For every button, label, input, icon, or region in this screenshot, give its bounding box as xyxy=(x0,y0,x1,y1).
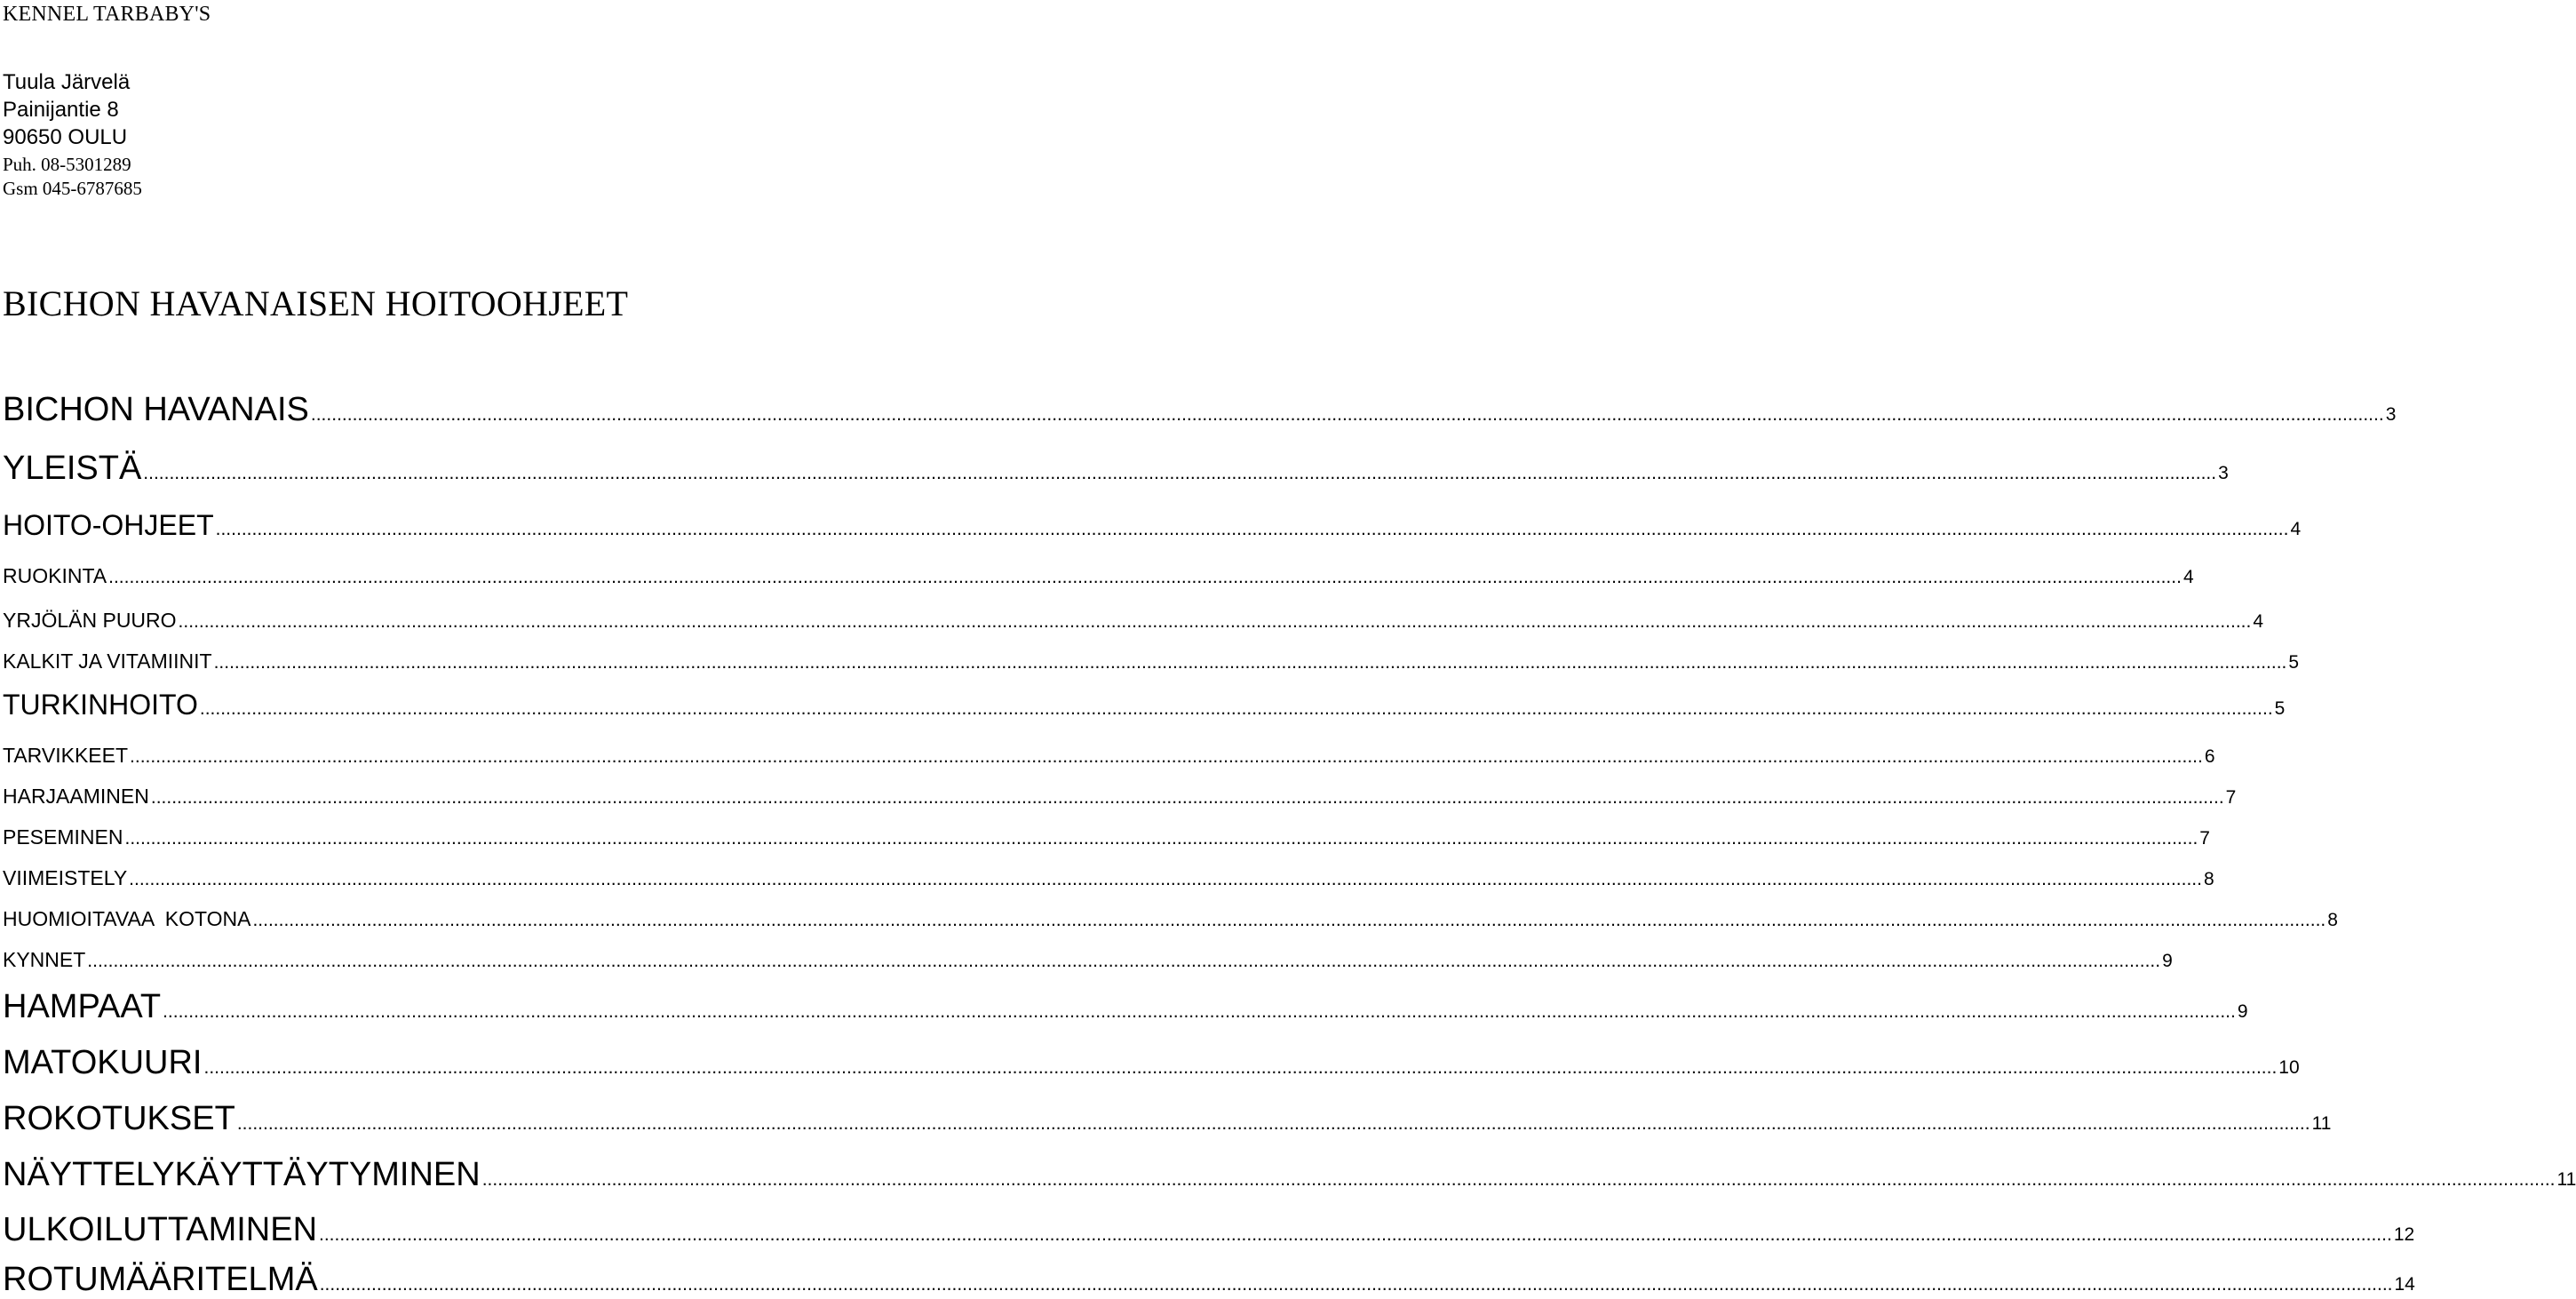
street-address: Painijantie 8 xyxy=(3,98,119,122)
toc-entry-label: ULKOILUTTAMINEN xyxy=(3,1211,318,1248)
toc-page-number: 12 xyxy=(2393,1224,2415,1245)
toc-leader: ................................................................................................................................................................................................................................................................................................................................................................................................................ xyxy=(252,910,2326,930)
toc-leader: ................................................................................................................................................................................................................................................................................................................................................................................................................ xyxy=(178,611,2252,632)
mobile-number: Gsm 045-6787685 xyxy=(3,178,142,199)
toc-entry-label: ROTUMÄÄRITELMÄ xyxy=(3,1261,318,1298)
toc-leader: ................................................................................................................................................................................................................................................................................................................................................................................................................ xyxy=(130,746,2203,767)
toc-page-number: 5 xyxy=(2288,652,2300,673)
toc-entry-matokuuri[interactable] xyxy=(3,1044,2300,1082)
toc-entry-label: VIIMEISTELY xyxy=(3,866,128,889)
toc-leader: ................................................................................................................................................................................................................................................................................................................................................................................................................ xyxy=(124,828,2198,849)
toc-entry-viimeistely[interactable] xyxy=(3,866,2214,890)
toc-entry-hoito-ohjeet[interactable] xyxy=(3,509,2302,542)
toc-leader: ................................................................................................................................................................................................................................................................................................................................................................................................................ xyxy=(481,1169,2556,1190)
toc-page-number: 5 xyxy=(2274,698,2286,719)
toc-entry-label: NÄYTTELYKÄYTTÄYTYMINEN xyxy=(3,1156,481,1193)
toc-page-number: 8 xyxy=(2203,869,2214,889)
toc-leader: ................................................................................................................................................................................................................................................................................................................................................................................................................ xyxy=(150,787,2224,808)
toc-leader: ................................................................................................................................................................................................................................................................................................................................................................................................................ xyxy=(108,567,2182,587)
toc-page-number: 7 xyxy=(2199,828,2210,849)
toc-leader: ................................................................................................................................................................................................................................................................................................................................................................................................................ xyxy=(203,1057,2278,1078)
toc-page-number: 4 xyxy=(2253,611,2264,632)
toc-leader: ................................................................................................................................................................................................................................................................................................................................................................................................................ xyxy=(236,1113,2310,1134)
toc-leader: ................................................................................................................................................................................................................................................................................................................................................................................................................ xyxy=(310,404,2384,425)
document-title: BICHON HAVANAISEN HOITOOHJEET xyxy=(3,283,629,323)
toc-entry-yrjolan-puuro[interactable] xyxy=(3,609,2264,633)
toc-entry-huomioitavaa-kotona[interactable] xyxy=(3,907,2338,931)
toc-entry-label: KYNNET xyxy=(3,948,86,971)
toc-entry-rokotukset[interactable] xyxy=(3,1100,2332,1138)
toc-leader: ................................................................................................................................................................................................................................................................................................................................................................................................................ xyxy=(319,1224,2392,1245)
toc-entry-ulkoiluttaminen[interactable] xyxy=(3,1211,2415,1249)
toc-entry-ruokinta[interactable] xyxy=(3,564,2194,588)
toc-leader: ................................................................................................................................................................................................................................................................................................................................................................................................................ xyxy=(163,1001,2236,1022)
toc-entry-label: TARVIKKEET xyxy=(3,744,129,767)
toc-entry-bichon-havanais[interactable] xyxy=(3,391,2397,429)
toc-page-number: 11 xyxy=(2311,1113,2332,1134)
toc-leader: ................................................................................................................................................................................................................................................................................................................................................................................................................ xyxy=(199,698,2273,719)
toc-entry-label: HARJAAMINEN xyxy=(3,785,149,808)
toc-entry-yleista[interactable] xyxy=(3,450,2229,488)
toc-page-number: 8 xyxy=(2327,910,2338,930)
toc-entry-label: YLEISTÄ xyxy=(3,450,142,487)
toc-page-number: 9 xyxy=(2237,1001,2248,1022)
toc-page-number: 14 xyxy=(2394,1274,2415,1295)
toc-leader: ................................................................................................................................................................................................................................................................................................................................................................................................................ xyxy=(213,652,2287,673)
toc-leader: ................................................................................................................................................................................................................................................................................................................................................................................................................ xyxy=(319,1274,2393,1295)
toc-leader: ................................................................................................................................................................................................................................................................................................................................................................................................................ xyxy=(129,869,2202,889)
toc-entry-nayttelykayttaytyminen[interactable] xyxy=(3,1156,2576,1194)
toc-entry-hampaat[interactable] xyxy=(3,988,2248,1026)
toc-entry-label: TURKINHOITO xyxy=(3,689,198,721)
toc-page-number: 11 xyxy=(2556,1169,2576,1190)
toc-page-number: 9 xyxy=(2162,951,2173,971)
toc-entry-label: YRJÖLÄN PUURO xyxy=(3,609,177,632)
toc-entry-label: BICHON HAVANAIS xyxy=(3,391,309,428)
toc-page-number: 7 xyxy=(2225,787,2237,808)
toc-page-number: 6 xyxy=(2204,746,2215,767)
toc-entry-tarvikkeet[interactable] xyxy=(3,744,2215,768)
toc-entry-label: PESEMINEN xyxy=(3,825,123,849)
toc-entry-label: HUOMIOITAVAA KOTONA xyxy=(3,907,251,930)
toc-entry-label: MATOKUURI xyxy=(3,1044,203,1081)
toc-entry-label: HAMPAAT xyxy=(3,988,162,1025)
postal-city: 90650 OULU xyxy=(3,125,128,149)
toc-page-number: 3 xyxy=(2218,463,2229,483)
toc-entry-peseminen[interactable] xyxy=(3,825,2210,849)
toc-leader: ................................................................................................................................................................................................................................................................................................................................................................................................................ xyxy=(87,951,2161,971)
toc-leader: ................................................................................................................................................................................................................................................................................................................................................................................................................ xyxy=(215,519,2289,539)
toc-page-number: 3 xyxy=(2385,404,2397,425)
toc-page-number: 4 xyxy=(2182,567,2194,587)
toc-entry-label: RUOKINTA xyxy=(3,564,107,587)
toc-entry-kynnet[interactable] xyxy=(3,948,2173,972)
toc-entry-label: ROKOTUKSET xyxy=(3,1100,235,1137)
kennel-name: KENNEL TARBABY'S xyxy=(3,3,211,26)
owner-name: Tuula Järvelä xyxy=(3,70,131,94)
toc-entry-rotumaaritelma[interactable] xyxy=(3,1261,2415,1299)
toc-entry-label: KALKIT JA VITAMIINIT xyxy=(3,650,212,673)
toc-entry-harjaaminen[interactable] xyxy=(3,785,2237,809)
toc-entry-turkinhoito[interactable] xyxy=(3,689,2286,721)
phone-number: Puh. 08-5301289 xyxy=(3,154,131,175)
toc-leader: ................................................................................................................................................................................................................................................................................................................................................................................................................ xyxy=(143,463,2217,483)
toc-page-number: 10 xyxy=(2278,1057,2300,1078)
toc-entry-kalkit-ja-vitamiinit[interactable] xyxy=(3,650,2300,673)
toc-entry-label: HOITO-OHJEET xyxy=(3,509,214,541)
toc-page-number: 4 xyxy=(2290,519,2302,539)
